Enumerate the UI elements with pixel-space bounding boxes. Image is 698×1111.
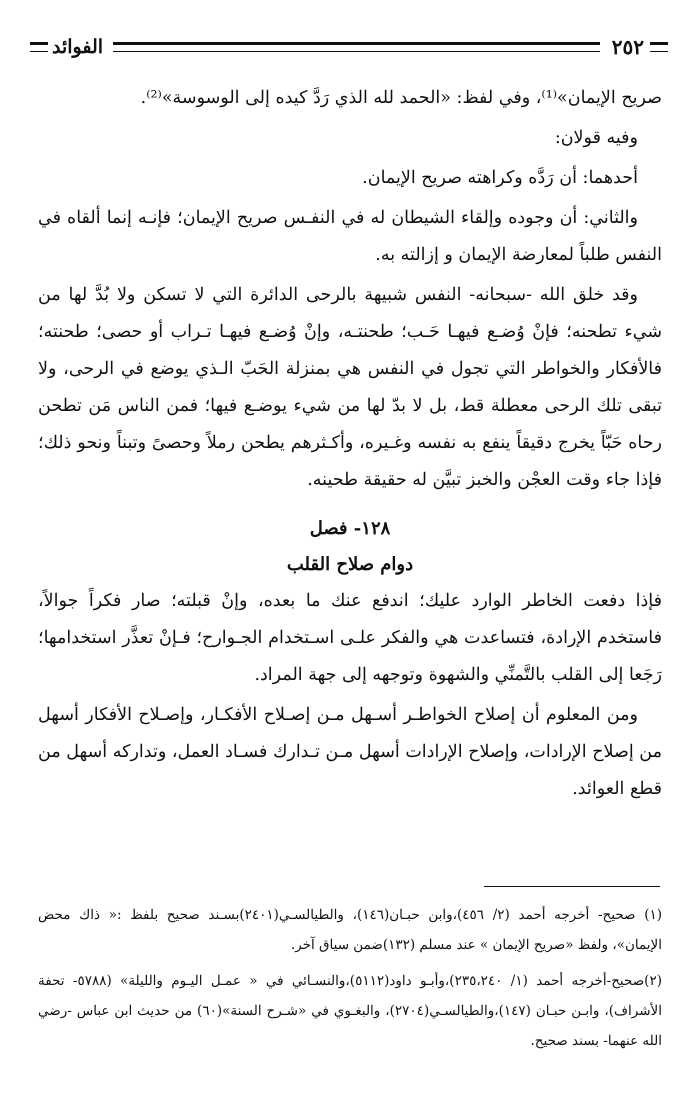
footnote-divider (484, 886, 660, 887)
page-header (30, 32, 668, 62)
running-title: الفوائد (52, 36, 104, 58)
paragraph: أحدهما: أن رَدَّه وكراهته صريح الإيمان. (362, 168, 638, 188)
footnote: (٢)صحيح-أخرجه أحمد (١/ ٢٣٥،٢٤٠)،وأبـو داود(٥١١٢)،والنسـائي في « عمـل اليـوم والليلة» (٥٧٨٨- تحفة الأشراف)، وابـن حبـان (١٤٧)،والطيالسـي(٢٧٠٤)، والبغـوي في «شـرح السنة»(٦٠) من حديث ابن عباس -رضي الله عنهما- بسند صحيح. (38, 973, 662, 1049)
footnote: (١) صحيح- أخرجه أحمد (٢/ ٤٥٦)،وابن حبـان(١٤٦)، والطيالسـي(٢٤٠١)بسـند صحيح بلفظ :« ذاك محض الإيمان»، ولفظ «صريح الإيمان » عند مسلم (١٣٢)ضمن سياق آخر. (38, 907, 663, 953)
paragraph: صريح الإيمان»⁽¹⁾، وفي لفظ: «الحمد لله الذي رَدَّ كيده إلى الوسوسة»⁽²⁾. (140, 88, 662, 108)
paragraph: وفيه قولان: (554, 128, 638, 148)
header-rule (113, 42, 600, 52)
paragraph: وقد خلق الله -سبحانه- النفس شبيهة بالرحى الدائرة التي لا تسكن ولا بُدَّ لها من شيء تطحنه؛ فإنْ وُضـع فيهـا حَـب؛ طحنتـه، وإنْ وُضـع فيهـا تـراب أو حصى؛ طحنته؛ فالأفكار والخواطر التي تجول في النفس هي بمنزلة الحَبّ الـذي يوضع في الرحى، ولا تبقى تلك الرحى معطلة قط، بل لا بدّ لها من شيء يوضـع فيها؛ فمن الناس مَن تطحن رحاه حَبّاً يخرج دقيقاً ينفع به نفسه وغـيره، وأكـثرهم يطحن رملاً وحصىً وتبناً ونحو ذلك؛ فإذا جاء وقت العجْن والخبز تبيَّن له حقيقة طحينه. (38, 285, 662, 490)
header-rule-left (30, 42, 48, 52)
section-title: دوام صلاح القلب (286, 554, 414, 575)
footnotes (38, 900, 662, 1062)
header-rule-right (650, 42, 668, 52)
page-number: ٢٥٢ (611, 35, 644, 59)
main-text (38, 80, 662, 811)
section-number: ١٢٨- فصل (309, 518, 391, 539)
paragraph: فإذا دفعت الخاطر الوارد عليك؛ اندفع عنك ما بعده، وإنْ قبلته؛ صار فكراً جوالاً، فاستخدم الإرادة، فتساعدت هي والفكر علـى اسـتخدام الجـوارح؛ فـإنْ تعذَّر استخدامها؛ رَجَعا إلى القلب بالتَّمنِّي والشهوة وتوجهه إلى جهة المراد. (38, 591, 662, 685)
paragraph: والثاني: أن وجوده وإلقاء الشيطان له في النفـس صريح الإيمان؛ فإنـه إنما ألقاه في النفس طلباً لمعارضة الإيمان و إزالته به. (38, 208, 662, 265)
paragraph: ومن المعلوم أن إصلاح الخواطـر أسـهل مـن إصـلاح الأفكـار، وإصـلاح الأفكار أسهل من إصلاح الإرادات، وإصلاح الإرادات أسهل مـن تـدارك فسـاد العمل، وتداركه أسهل من قطع العوائد. (38, 705, 662, 799)
